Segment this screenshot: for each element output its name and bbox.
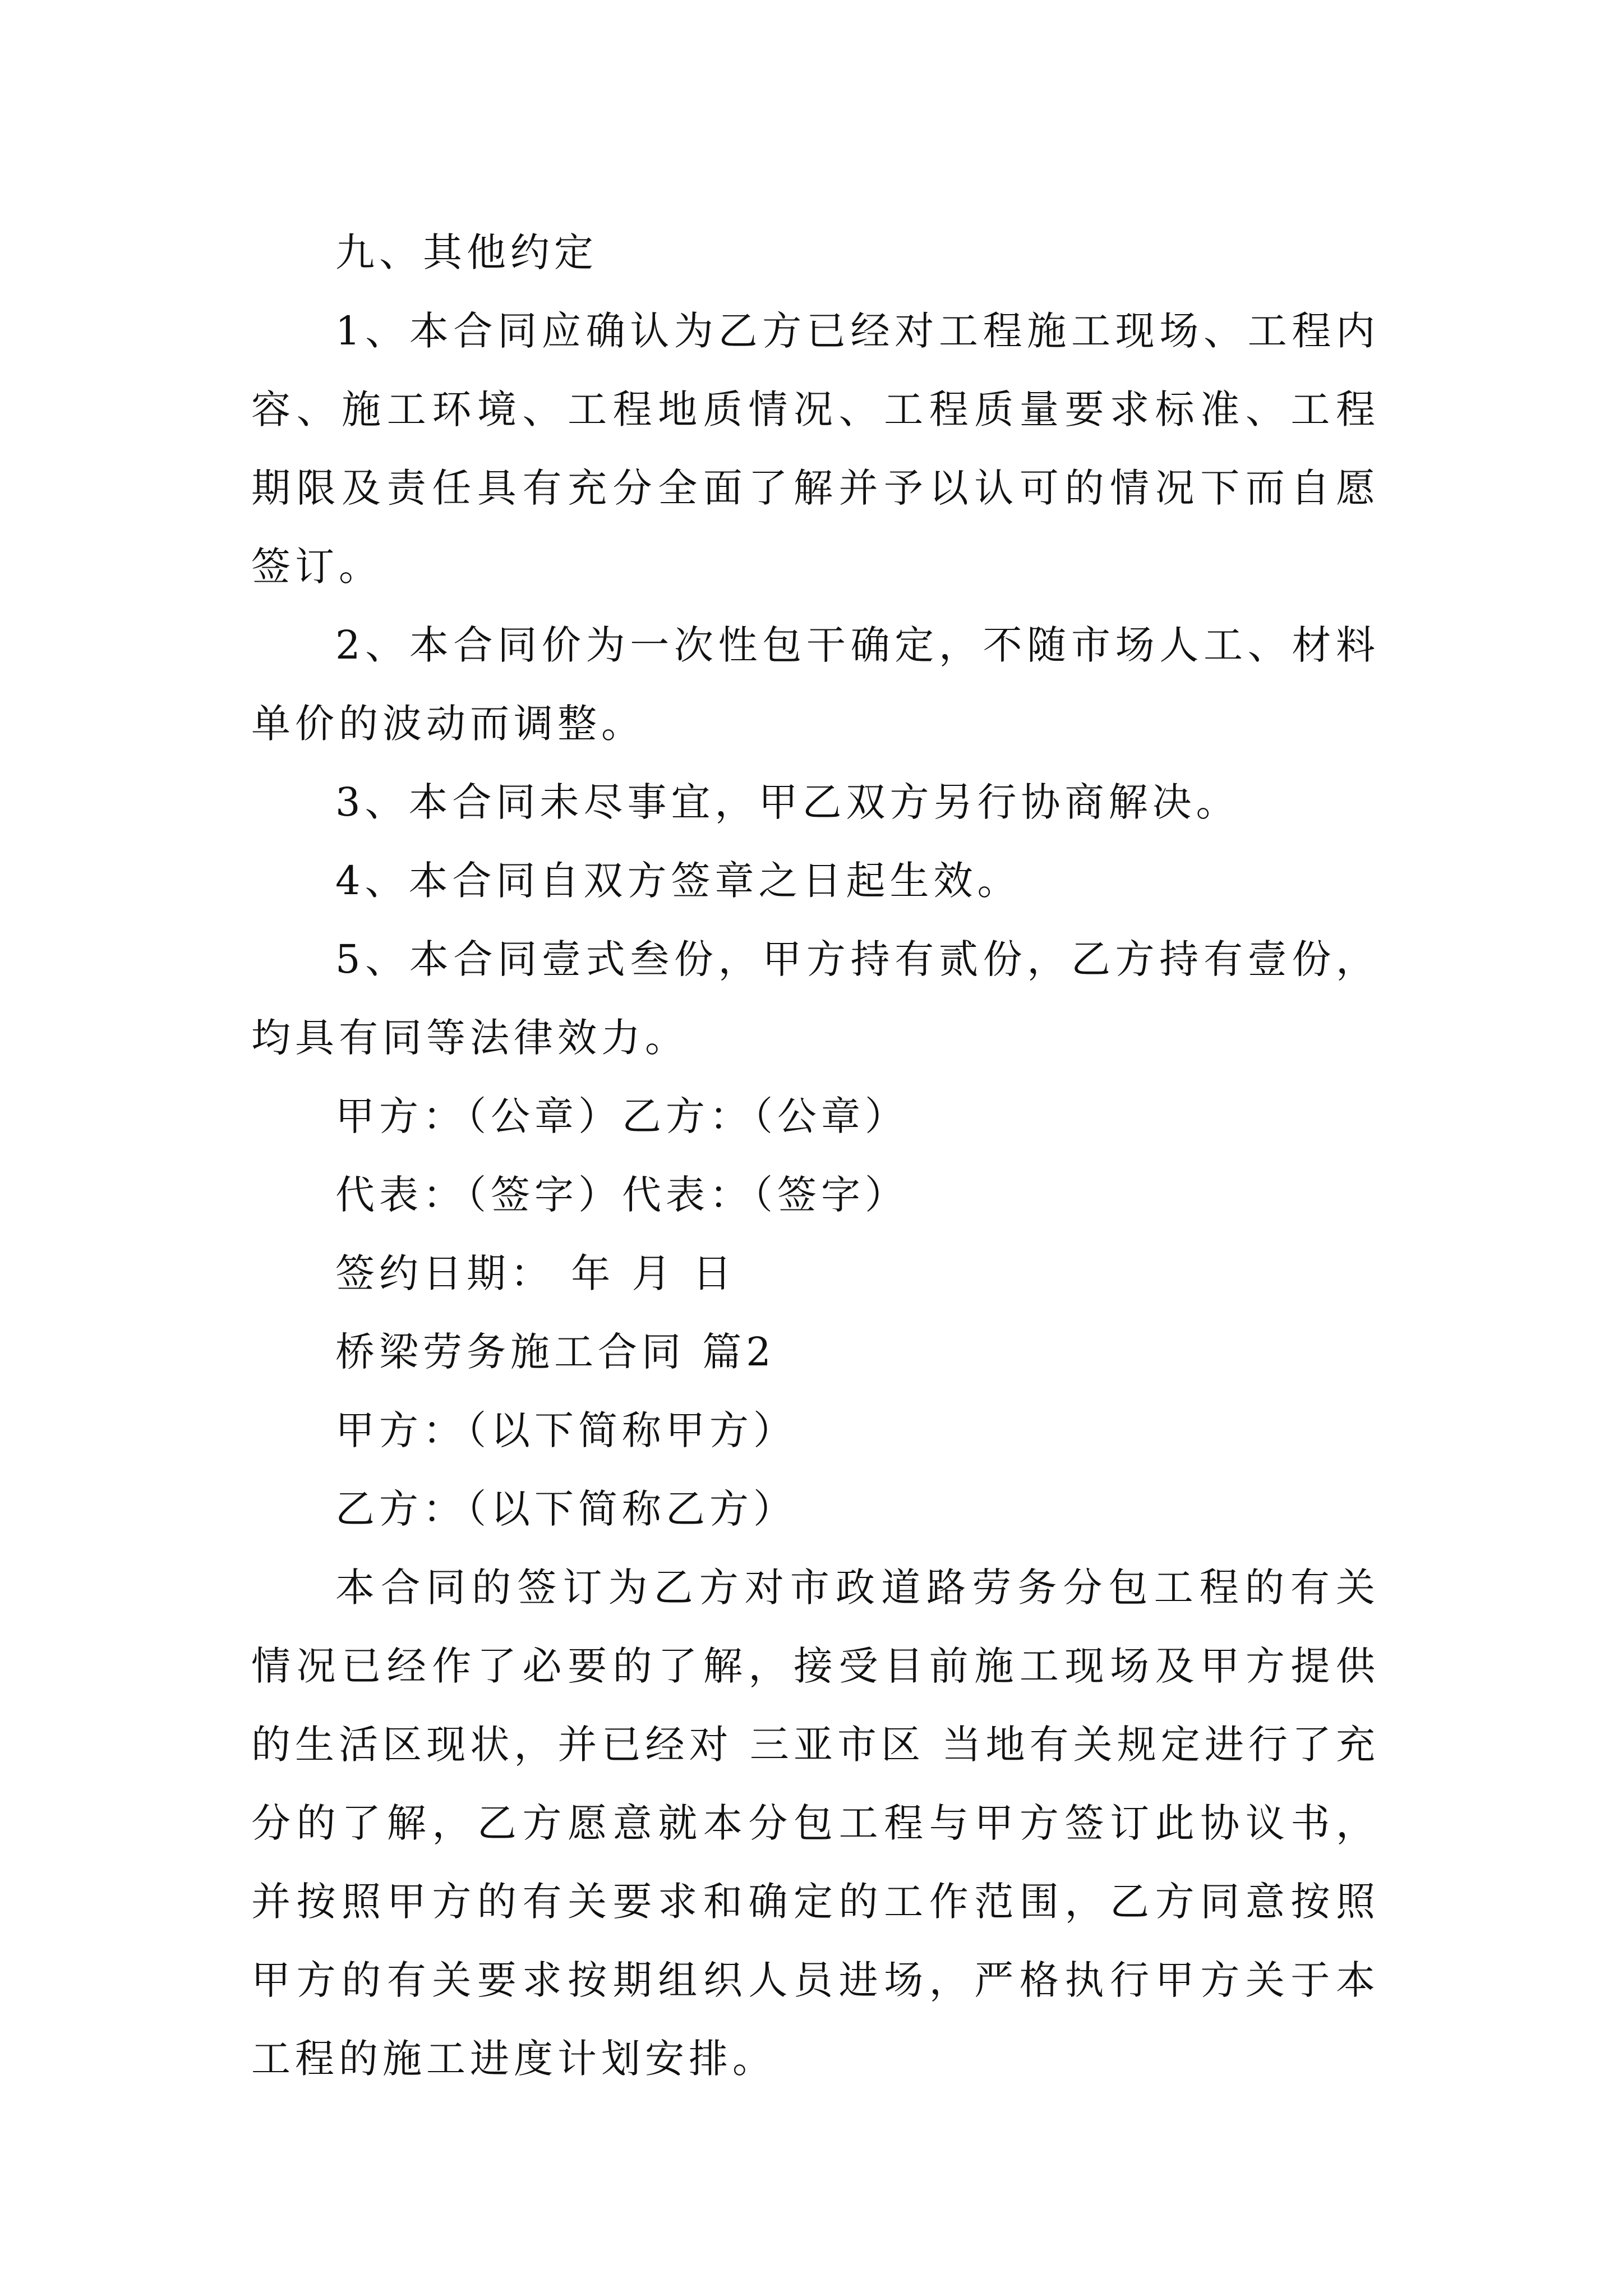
party-b-line: 乙方：（以下简称乙方） <box>335 1486 797 1532</box>
seal-line: 甲方：（公章）乙方：（公章） <box>335 1093 909 1139</box>
representative-line: 代表：（签字）代表：（签字） <box>335 1172 909 1218</box>
section-heading-other-terms: 九、其他约定 <box>335 229 598 275</box>
clause-5: 5、本合同壹式叁份，甲方持有贰份，乙方持有壹份，均具有同等法律效力。 <box>251 936 1380 1061</box>
document-body <box>251 213 1380 2098</box>
clause-3: 3、本合同未尽事宜，甲乙双方另行协商解决。 <box>335 779 1240 825</box>
signing-date-line: 签约日期： 年 月 日 <box>335 1250 736 1296</box>
clause-4: 4、本合同自双方签章之日起生效。 <box>335 858 1021 904</box>
preamble-paragraph: 本合同的签订为乙方对市政道路劳务分包工程的有关情况已经作了必要的了解，接受目前施工现场及甲方提供的生活区现状，并已经对 三亚市区 当地有关规定进行了充分的了解，乙方愿意就本分包工程与甲方签订此协议书，并按照甲方的有关要求和确定的工作范围，乙方同意按照甲方的有关要求按期组织人员进场，严格执行甲方关于本工程的施工进度计划安排。 <box>251 1565 1380 2082</box>
party-a-line: 甲方：（以下简称甲方） <box>335 1407 797 1453</box>
clause-1: 1、本合同应确认为乙方已经对工程施工现场、工程内容、施工环境、工程地质情况、工程质量要求标准、工程期限及责任具有充分全面了解并予以认可的情况下而自愿签订。 <box>251 308 1380 590</box>
clause-2: 2、本合同价为一次性包干确定，不随市场人工、材料单价的波动而调整。 <box>251 622 1380 747</box>
contract-title-part-2: 桥梁劳务施工合同 篇2 <box>335 1329 776 1375</box>
